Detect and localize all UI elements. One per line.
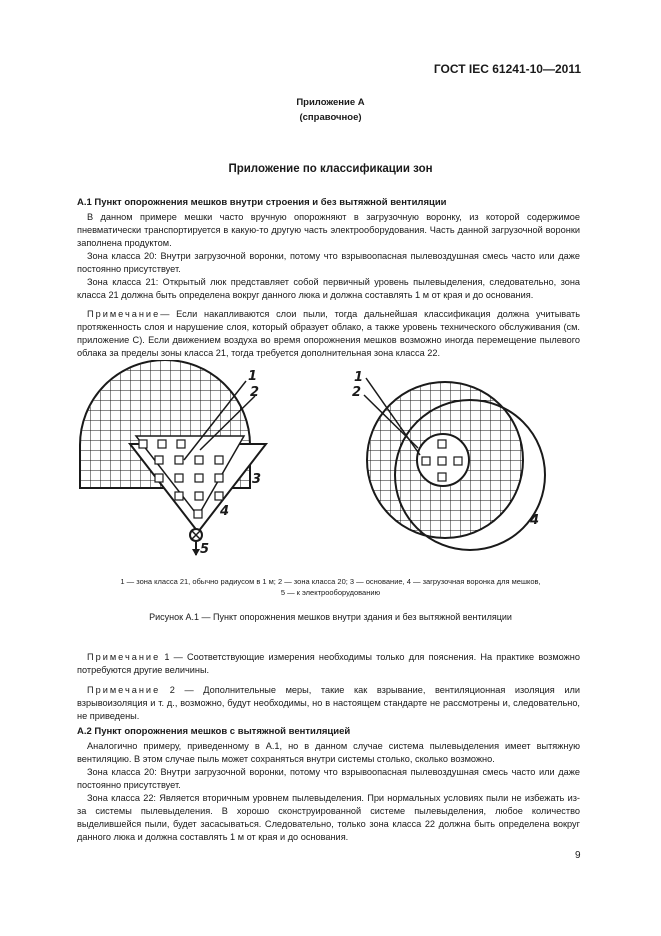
section-a1-heading: А.1 Пункт опорожнения мешков внутри строения и без вытяжной вентиляции xyxy=(77,197,447,208)
callout-1: 1 xyxy=(248,369,258,384)
note-text: — Если накапливаются слои пыли, тогда дальнейшая классификация должна учитывать протяженность слоя и нарушение слоя, который образует облако, а также уровень технического обслуживания (см. приложение С). Если движением воздуха во время опорожнения мешков возможно иногда перемещение пылевого облака за пределы зоны класса 21, тогда требуется дополнительная зона класса 22. xyxy=(77,309,580,358)
callout-2: 2 xyxy=(250,385,260,400)
document-header: ГОСТ IEC 61241-10—2011 xyxy=(433,62,581,76)
callout-1: 1 xyxy=(354,370,364,385)
paragraph: Аналогично примеру, приведенному в А.1, но в данном случае система пылевыделения имеет вытяжную вентиляцию. В этом случае пыль может сохраняться внутри системы столько, сколько возможно. xyxy=(77,741,580,764)
page-title: Приложение по классификации зон xyxy=(228,163,433,175)
note-text: 2 — Дополнительные меры, такие как взрывание, вентиляционная изоляция или взрывоизоляция и т. д., возможно, будут необходимы, но в настоящем стандарте не рассмотрены и, следовательно, не приведены. xyxy=(77,685,581,721)
callout-5: 5 xyxy=(200,542,210,557)
legend-line: 5 — к электрооборудованию xyxy=(280,588,381,597)
annex-heading xyxy=(0,95,661,125)
callout-4: 4 xyxy=(530,513,540,528)
annex-title: Приложение А xyxy=(296,97,365,108)
paragraph: Зона класса 22: Является вторичным уровнем пылевыделения. При нормальных условиях пыли не избежать из-за системы пылевыделения. В хорошо сконструированной системе пылевыделения, любое количество выделившейся пыли, будет засасываться. Следовательно, только зона класса 22 должна быть определена вокруг данного люка и должна составлять 1 м от края и до основания. xyxy=(77,793,580,842)
notes-block xyxy=(77,651,580,723)
figure-a1 xyxy=(0,360,661,600)
note-label: Примечание xyxy=(87,685,161,695)
annex-subtitle: (справочное) xyxy=(299,112,362,123)
page-number: 9 xyxy=(575,850,581,861)
note xyxy=(77,684,580,723)
callout-2: 2 xyxy=(352,385,362,400)
legend-line: 1 — зона класса 21, обычно радиусом в 1 м; 2 — зона класса 20; 3 — основание, 4 — загрузочная воронка для мешков, xyxy=(120,577,541,586)
note-label: Примечание xyxy=(87,309,161,319)
paragraph: Зона класса 20: Внутри загрузочной воронки, потому что взрывоопасная пылевоздушная смесь часто или даже постоянно присутствует. xyxy=(77,251,580,274)
callout-4: 4 xyxy=(220,504,230,519)
left-diagram xyxy=(80,360,266,556)
figure-legend xyxy=(0,576,661,598)
note xyxy=(77,308,580,360)
note xyxy=(77,651,580,677)
callout-3: 3 xyxy=(252,472,262,487)
figure-caption: Рисунок А.1 — Пункт опорожнения мешков внутри здания и без вытяжной вентиляции xyxy=(149,612,512,622)
section-a1-body xyxy=(77,211,580,360)
note-label: Примечание xyxy=(87,652,161,662)
section-a2-body xyxy=(77,740,580,844)
right-diagram xyxy=(364,378,545,550)
section-a2-heading: А.2 Пункт опорожнения мешков с вытяжной вентиляцией xyxy=(77,726,351,737)
paragraph: В данном примере мешки часто вручную опорожняют в загрузочную воронку, из которой содержимое пневматически транспортируется в какую-то другую часть электрооборудования. Часть данной загрузочной воронки заполнена продуктом. xyxy=(77,212,580,248)
paragraph: Зона класса 20: Внутри загрузочной воронки, потому что взрывоопасная пылевоздушная смесь часто или даже постоянно присутствует. xyxy=(77,767,580,790)
note-text: 1 — Соответствующие измерения необходимы только для пояснения. На практике возможно потребуются другие величины. xyxy=(77,652,580,675)
paragraph: Зона класса 21: Открытый люк представляет собой первичный уровень пылевыделения, следовательно, зона класса 21 должна быть определена вокруг данного люка и должна составлять 1 м от края и до основания. xyxy=(77,277,580,300)
